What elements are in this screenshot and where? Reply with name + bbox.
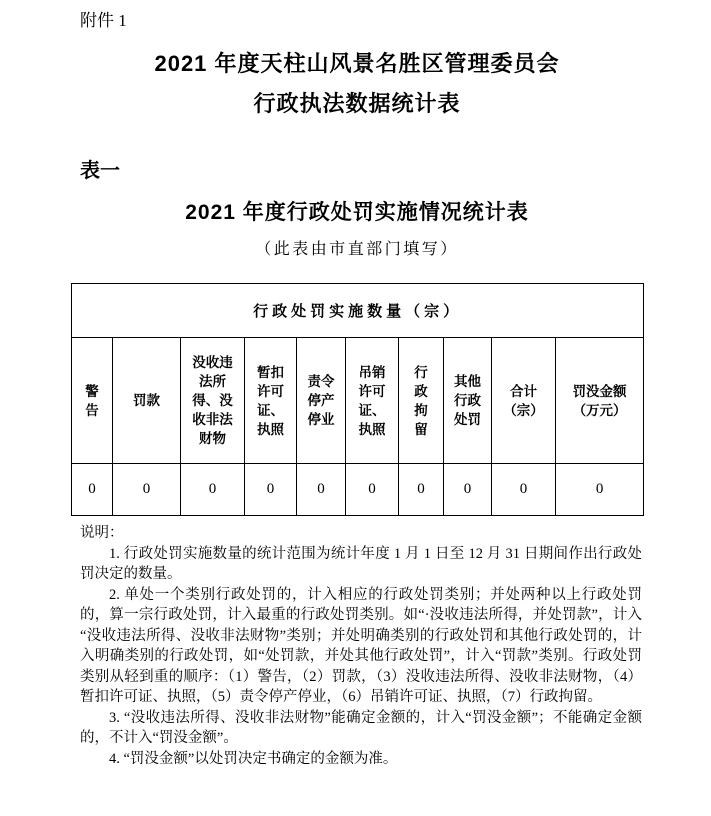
column-header-total: 合计（宗） — [492, 338, 556, 464]
value-cell-confiscation: 0 — [181, 464, 245, 516]
value-cell-halt-production: 0 — [297, 464, 346, 516]
table-span-header-row — [72, 284, 644, 338]
note-paragraph-3: 3. “没收违法所得、没收非法财物”能确定金额的，计入“罚没金额”；不能确定金额的，不计入“罚没金额”。 — [80, 709, 642, 746]
document-title-line2: 行政执法数据统计表 — [253, 91, 461, 116]
table-span-header: 行政处罚实施数量（宗） — [72, 284, 644, 338]
column-header-revoke-license: 吊销许可证、执照 — [346, 338, 399, 464]
note-paragraph-2: 2. 单处一个类别行政处罚的，计入相应的行政处罚类别；并处两种以上行政处罚的，算一宗行政处罚，计入最重的行政处罚类别。如“·没收违法所得，并处罚款”，计入“没收违法所得、没收非法财物”类别；并处明确类别的行政处罚和其他行政处罚的，计入明确类别的行政处罚，如“处罚款，并处其他行政处罚”，计入“罚款”类别。行政处罚类别从轻到重的顺序：（1）警告，（2）罚款，（3）没收违法所得、没收非法财物，（4）暂扣许可证、执照，（5）责令停产停业，（6）吊销许可证、执照，（7）行政拘留。 — [80, 586, 642, 705]
value-cell-other: 0 — [444, 464, 492, 516]
table-column-header-row — [72, 338, 644, 464]
notes-label: 说明： — [80, 525, 124, 541]
document-title-line1: 2021 年度天柱山风景名胜区管理委员会 — [154, 51, 560, 76]
note-paragraph-4: 4. “罚没金额”以处罚决定书确定的金额为准。 — [109, 750, 398, 767]
value-cell-suspend-license: 0 — [245, 464, 297, 516]
column-header-amount: 罚没金额（万元） — [556, 338, 644, 464]
fill-instruction-note: （此表由市直部门填写） — [255, 241, 459, 258]
value-cell-fine: 0 — [113, 464, 181, 516]
column-header-detention: 行政拘留 — [399, 338, 444, 464]
column-header-halt-production: 责令停产停业 — [297, 338, 346, 464]
penalty-statistics-table — [71, 283, 644, 516]
value-cell-total: 0 — [492, 464, 556, 516]
value-cell-amount: 0 — [556, 464, 644, 516]
table-title: 2021 年度行政处罚实施情况统计表 — [185, 201, 529, 224]
attachment-label: 附件 1 — [80, 11, 127, 30]
column-header-other: 其他行政处罚 — [444, 338, 492, 464]
column-header-warning: 警告 — [72, 338, 113, 464]
column-header-suspend-license: 暂扣许可证、执照 — [245, 338, 297, 464]
column-header-fine: 罚款 — [113, 338, 181, 464]
table-number-label: 表一 — [80, 160, 120, 182]
value-cell-warning: 0 — [72, 464, 113, 516]
value-cell-detention: 0 — [399, 464, 444, 516]
note-paragraph-1: 1. 行政处罚实施数量的统计范围为统计年度 1 月 1 日至 12 月 31 日期间作出行政处罚决定的数量。 — [80, 545, 642, 582]
column-header-confiscation: 没收违法所得、没收非法财物 — [181, 338, 245, 464]
notes-section — [80, 523, 642, 769]
value-cell-revoke-license: 0 — [346, 464, 399, 516]
table-value-row — [72, 464, 644, 516]
